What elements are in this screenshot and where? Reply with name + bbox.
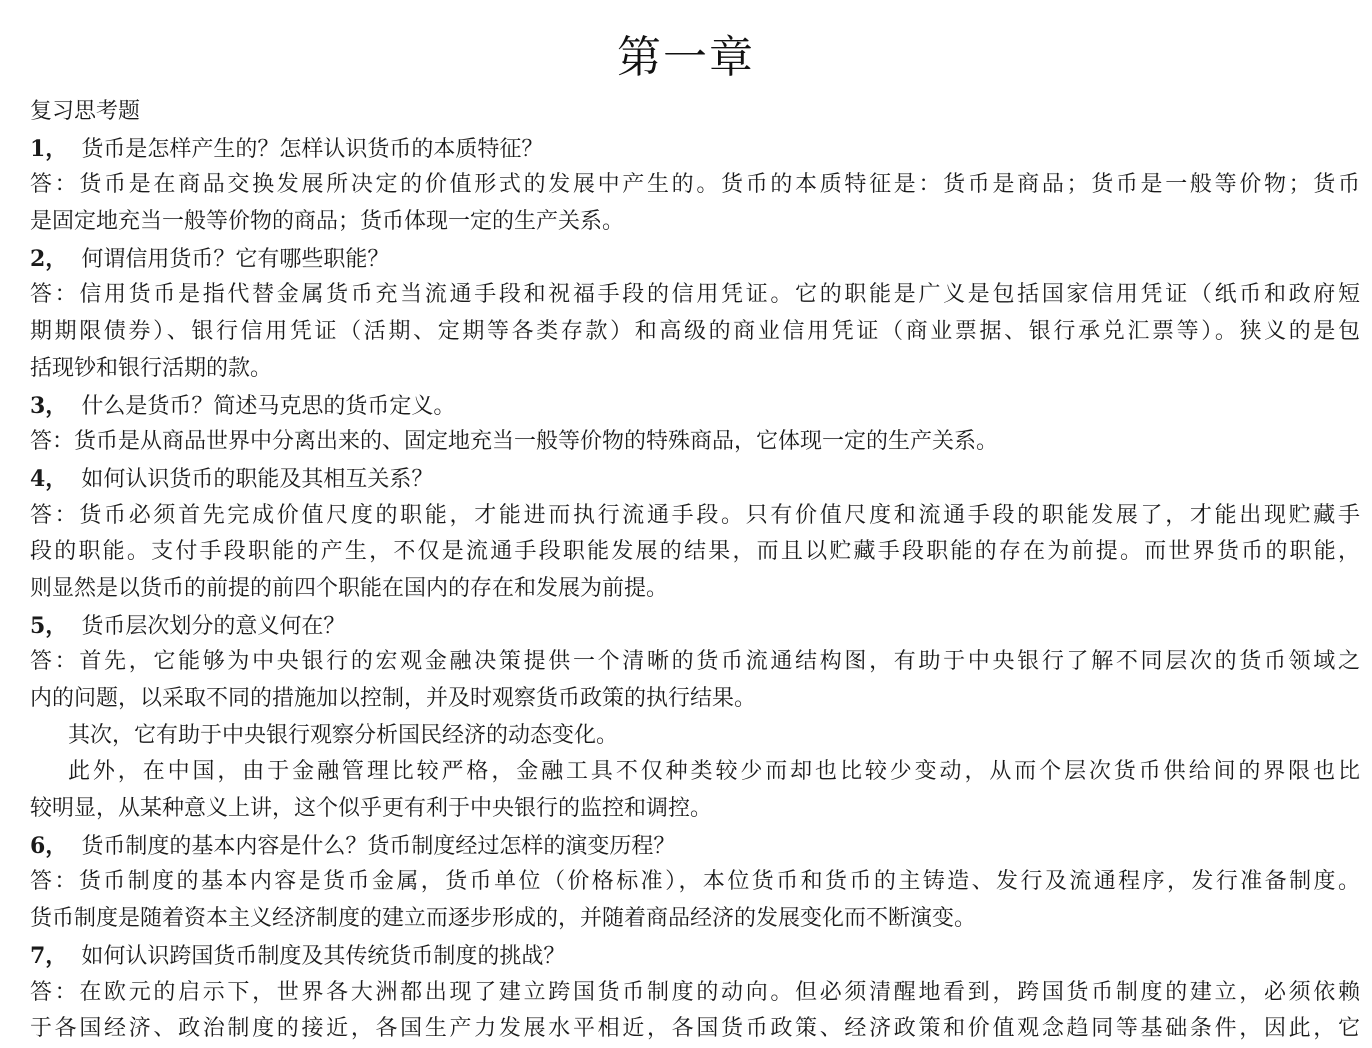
question-line <box>30 461 1360 498</box>
question-text: 如何认识跨国货币制度及其传统货币制度的挑战？ <box>81 943 566 969</box>
document-body <box>30 94 1360 1048</box>
question-line <box>30 241 1360 278</box>
answer-line: 答：货币是从商品世界中分离出来的、固定地充当一般等价物的特殊商品，它体现一定的生产关系。 <box>30 429 999 455</box>
chapter-title: 第一章 <box>617 32 755 83</box>
answer-line: 段的职能。支付手段职能的产生，不仅是流通手段职能发展的结果，而且以贮藏手段职能的存在为前提。而世界货币的职能， <box>30 539 1360 565</box>
answer-line: 括现钞和银行活期的款。 <box>30 355 273 381</box>
answer-line: 内的问题，以采取不同的措施加以控制，并及时观察货币政策的执行结果。 <box>30 686 757 711</box>
answer-line: 答：货币是在商品交换发展所决定的价值形式的发展中产生的。货币的本质特征是：货币是商品；货币是一般等价物；货币 <box>30 172 1360 198</box>
answer-line: 期期限债券）、银行信用凭证（活期、定期等各类存款）和高级的商业信用凭证（商业票据、银行承兑汇票等）。狭义的是包 <box>30 319 1360 345</box>
answer-line: 答：信用货币是指代替金属货币充当流通手段和祝福手段的信用凭证。它的职能是广义是包括国家信用凭证（纸币和政府短 <box>30 282 1360 308</box>
answer-line: 是固定地充当一般等价物的商品；货币体现一定的生产关系。 <box>30 209 625 235</box>
question-number: 7， <box>30 942 68 969</box>
question-line <box>30 828 1360 865</box>
answer-line: 答：首先，它能够为中央银行的宏观金融决策提供一个清晰的货币流通结构图，有助于中央银行了解不同层次的货币领域之 <box>30 649 1360 675</box>
question-text: 货币是怎样产生的？怎样认识货币的本质特征？ <box>81 136 544 162</box>
question-text: 如何认识货币的职能及其相互关系？ <box>81 466 434 492</box>
answer-line: 则显然是以货币的前提的前四个职能在国内的存在和发展为前提。 <box>30 575 669 601</box>
question-text: 货币制度的基本内容是什么？货币制度经过怎样的演变历程？ <box>81 833 676 859</box>
answer-line: 于各国经济、政治制度的接近，各国生产力发展水平相近，各国货币政策、经济政策和价值观念趋同等基础条件，因此，它 <box>30 1016 1360 1042</box>
question-text: 货币层次划分的意义何在？ <box>81 613 346 639</box>
answer-line: 答：货币必须首先完成价值尺度的职能，才能进而执行流通手段。只有价值尺度和流通手段的职能发展了，才能出现贮藏手 <box>30 502 1360 528</box>
answer-line: 较明显，从某种意义上讲，这个似乎更有利于中央银行的监控和调控。 <box>30 796 713 822</box>
answer-line: 其次，它有助于中央银行观察分析国民经济的动态变化。 <box>68 722 619 748</box>
question-text: 何谓信用货币？它有哪些职能？ <box>81 246 390 272</box>
question-line <box>30 131 1360 168</box>
question-number: 2， <box>30 245 68 272</box>
question-number: 5， <box>30 612 68 639</box>
question-line <box>30 388 1360 425</box>
question-text: 什么是货币？简述马克思的货币定义。 <box>81 393 456 419</box>
question-number: 3， <box>30 392 68 419</box>
answer-line: 答：在欧元的启示下，世界各大洲都出现了建立跨国货币制度的动向。但必须清醒地看到，跨国货币制度的建立，必须依赖 <box>30 979 1360 1005</box>
question-number: 4， <box>30 465 68 492</box>
question-line <box>30 608 1360 645</box>
question-line <box>30 938 1360 975</box>
section-heading: 复习思考题 <box>30 99 141 124</box>
question-number: 6， <box>30 832 68 859</box>
answer-line: 答：货币制度的基本内容是货币金属，货币单位（价格标准），本位货币和货币的主铸造、发行及流通程序，发行准备制度。 <box>30 869 1360 895</box>
answer-line: 此外，在中国，由于金融管理比较严格，金融工具不仅种类较少而却也比较少变动，从而个层次货币供给间的界限也比 <box>68 759 1360 785</box>
question-number: 1， <box>30 135 68 162</box>
answer-line: 货币制度是随着资本主义经济制度的建立而逐步形成的，并随着商品经济的发展变化而不断演变。 <box>30 906 977 932</box>
